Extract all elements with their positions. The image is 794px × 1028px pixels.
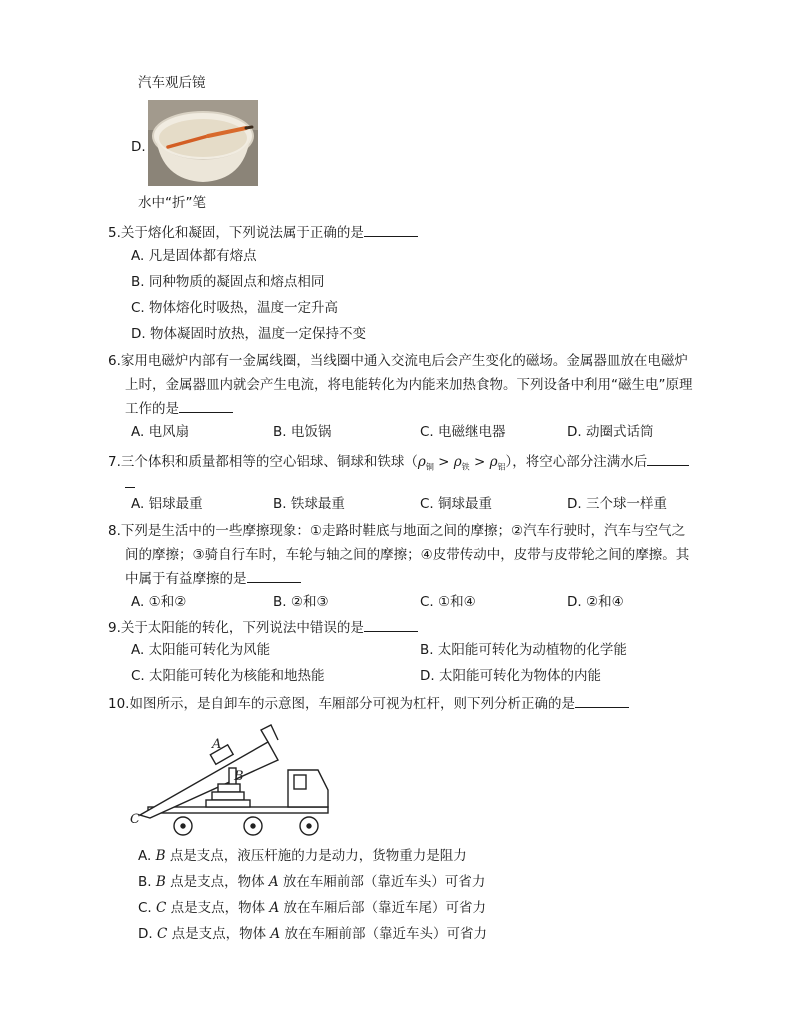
point-label: C	[156, 926, 168, 942]
option-key: D.	[567, 594, 582, 610]
question-text: 中属于有益摩擦的是	[125, 571, 247, 587]
greater-than: >	[438, 454, 450, 470]
option-text: 三个球一样重	[585, 496, 667, 512]
option-text: 太阳能可转化为核能和地热能	[149, 668, 325, 684]
option-text: 电饭锅	[290, 424, 332, 440]
question-text-line3	[125, 399, 233, 418]
option-text: 放在车厢后部（靠近车尾）可省力	[283, 900, 486, 916]
option-d[interactable]	[138, 925, 487, 943]
question-text: 三个体积和质量都相等的空心铝球、铜球和铁球（	[120, 454, 418, 470]
option-key: B.	[420, 642, 434, 658]
option-text: 点是支点，物体	[170, 900, 266, 916]
option-key: C.	[420, 496, 434, 512]
question-text-line2: 上时，金属器皿内就会产生电流，将电能转化为内能来加热食物。下列设备中利用“磁生电”原理	[125, 377, 693, 393]
option-text: 放在车厢前部（靠近车头）可省力	[282, 874, 486, 890]
question-text-line1: 家用电磁炉内部有一金属线圈，当线圈中通入交流电后会产生变化的磁场。金属器皿放在电磁炉	[120, 353, 688, 369]
subscript-iron: 铁	[461, 462, 470, 472]
question-text: 如图所示，是自卸车的示意图，车厢部分可视为杠杆，则下列分析正确的是	[129, 696, 575, 712]
hydraulic-cylinder-mid	[212, 792, 244, 800]
option-key: B.	[131, 274, 145, 290]
option-key: C.	[420, 424, 434, 440]
point-label: B	[155, 848, 166, 864]
option-text: 铁球最重	[290, 496, 345, 512]
question-5	[108, 223, 418, 242]
question-number: 5.	[108, 225, 121, 241]
option-key: D.	[420, 668, 435, 684]
option-a[interactable]	[138, 847, 467, 865]
option-key: D.	[138, 926, 153, 942]
option-key: A.	[131, 642, 145, 658]
answer-blank[interactable]	[179, 399, 233, 413]
bowl-pencil-photo	[148, 100, 258, 186]
option-text: ②和③	[290, 594, 329, 610]
option-text: 点是支点，物体	[171, 926, 267, 942]
option-c[interactable]	[131, 667, 325, 685]
option-text: 点是支点，物体	[170, 874, 265, 890]
label-a: A	[212, 737, 222, 752]
option-d[interactable]	[567, 593, 624, 611]
question-text-line2: 间的摩擦；③骑自行车时，车轮与轴之间的摩擦；④皮带传动中，皮带与皮带轮之间的摩擦。其	[125, 547, 690, 563]
option-text: ①和④	[438, 594, 476, 610]
wheel-hub	[251, 824, 255, 828]
option-text: 电风扇	[148, 424, 190, 440]
option-text: 铜球最重	[438, 496, 493, 512]
greater-than: >	[473, 454, 486, 470]
question-number: 9.	[108, 620, 121, 636]
option-d-caption: 水中“折”笔	[138, 195, 206, 211]
dump-truck-diagram	[128, 722, 338, 840]
option-d[interactable]	[420, 667, 601, 685]
option-a[interactable]	[131, 247, 257, 265]
answer-blank[interactable]	[364, 618, 418, 632]
rho-symbol: ρ	[417, 454, 426, 470]
wheel-hub	[181, 824, 185, 828]
option-d[interactable]	[131, 325, 366, 343]
option-text: ②和④	[585, 594, 624, 610]
option-key: C.	[131, 300, 145, 316]
option-c-caption: 汽车观后镜	[138, 75, 206, 91]
subscript-copper: 铜	[425, 462, 434, 472]
question-text: ），将空心部分注满水后	[505, 454, 648, 470]
question-number: 7.	[108, 454, 121, 470]
option-text: 物体凝固时放热，温度一定保持不变	[149, 326, 366, 342]
option-text: 电磁继电器	[438, 424, 506, 440]
option-text: 物体熔化时吸热，温度一定升高	[149, 300, 339, 316]
question-7	[108, 452, 689, 477]
question-text-line1: 下列是生活中的一些摩擦现象：①走路时鞋底与地面之间的摩擦；②汽车行驶时，汽车与空气之	[120, 523, 686, 539]
option-b[interactable]	[138, 873, 485, 891]
option-key: D.	[131, 326, 146, 342]
option-key: A.	[131, 594, 145, 610]
point-label: B	[155, 874, 166, 890]
answer-blank[interactable]	[647, 452, 689, 466]
question-number: 8.	[108, 523, 121, 539]
truck-chassis	[148, 807, 328, 813]
option-c[interactable]	[138, 899, 486, 917]
hydraulic-cylinder-top	[218, 784, 240, 792]
point-label: C	[156, 900, 167, 916]
question-text: 关于熔化和凝固，下列说法属于正确的是	[120, 225, 364, 241]
option-text: 凡是固体都有熔点	[148, 248, 257, 264]
option-a[interactable]	[131, 423, 189, 441]
answer-blank[interactable]	[575, 694, 629, 708]
question-text: 工作的是	[125, 401, 179, 417]
question-10	[108, 694, 629, 713]
answer-blank[interactable]	[247, 569, 301, 583]
wheel-hub	[307, 824, 311, 828]
option-key: B.	[273, 496, 287, 512]
option-b[interactable]	[131, 273, 324, 291]
option-text: 太阳能可转化为物体的内能	[438, 668, 601, 684]
object-label: A	[269, 900, 280, 916]
question-text: 关于太阳能的转化，下列说法中错误的是	[120, 620, 364, 636]
option-c[interactable]	[420, 495, 492, 513]
option-key: B.	[138, 874, 152, 890]
option-key: C.	[131, 668, 145, 684]
option-c[interactable]	[420, 593, 476, 611]
option-text: 太阳能可转化为动植物的化学能	[437, 642, 627, 658]
option-c[interactable]	[131, 299, 338, 317]
answer-blank-continued[interactable]	[125, 487, 135, 488]
option-a[interactable]	[131, 641, 270, 659]
option-b[interactable]	[273, 593, 329, 611]
option-key: D.	[567, 496, 582, 512]
label-c: C	[130, 812, 140, 827]
option-d[interactable]	[567, 423, 653, 441]
option-text: ①和②	[148, 594, 187, 610]
question-number: 10.	[108, 696, 130, 712]
option-text: 太阳能可转化为风能	[148, 642, 271, 658]
question-6	[108, 352, 688, 370]
option-a[interactable]	[131, 593, 186, 611]
option-b[interactable]	[420, 641, 627, 659]
option-key: A.	[131, 424, 145, 440]
option-c[interactable]	[420, 423, 506, 441]
question-9	[108, 618, 418, 637]
option-key: C.	[138, 900, 152, 916]
rho-symbol: ρ	[489, 454, 498, 470]
option-text: 同种物质的凝固点和熔点相同	[148, 274, 325, 290]
question-8	[108, 522, 685, 540]
option-key: B.	[273, 424, 287, 440]
option-b[interactable]	[273, 423, 331, 441]
option-text: 点是支点，液压杆施的力是动力，货物重力是阻力	[169, 848, 467, 864]
subscript-aluminum: 铝	[497, 462, 506, 472]
rho-symbol: ρ	[453, 454, 462, 470]
option-key: D.	[567, 424, 582, 440]
option-text: 放在车厢前部（靠近车头）可省力	[284, 926, 487, 942]
label-b: B	[234, 769, 244, 784]
object-label: A	[268, 874, 279, 890]
object-label: A	[270, 926, 281, 942]
option-a[interactable]	[131, 495, 203, 513]
option-key: B.	[273, 594, 287, 610]
option-d-label: D.	[131, 139, 146, 155]
option-key: A.	[138, 848, 152, 864]
question-text-line3	[125, 569, 301, 588]
option-key: A.	[131, 248, 145, 264]
hydraulic-base	[206, 800, 250, 807]
option-text: 铝球最重	[148, 496, 203, 512]
option-b[interactable]	[273, 495, 345, 513]
tailgate	[261, 725, 278, 742]
option-text: 动圈式话筒	[585, 424, 654, 440]
option-key: C.	[420, 594, 434, 610]
option-key: A.	[131, 496, 145, 512]
answer-blank[interactable]	[364, 223, 418, 237]
question-number: 6.	[108, 353, 121, 369]
option-d[interactable]	[567, 495, 667, 513]
